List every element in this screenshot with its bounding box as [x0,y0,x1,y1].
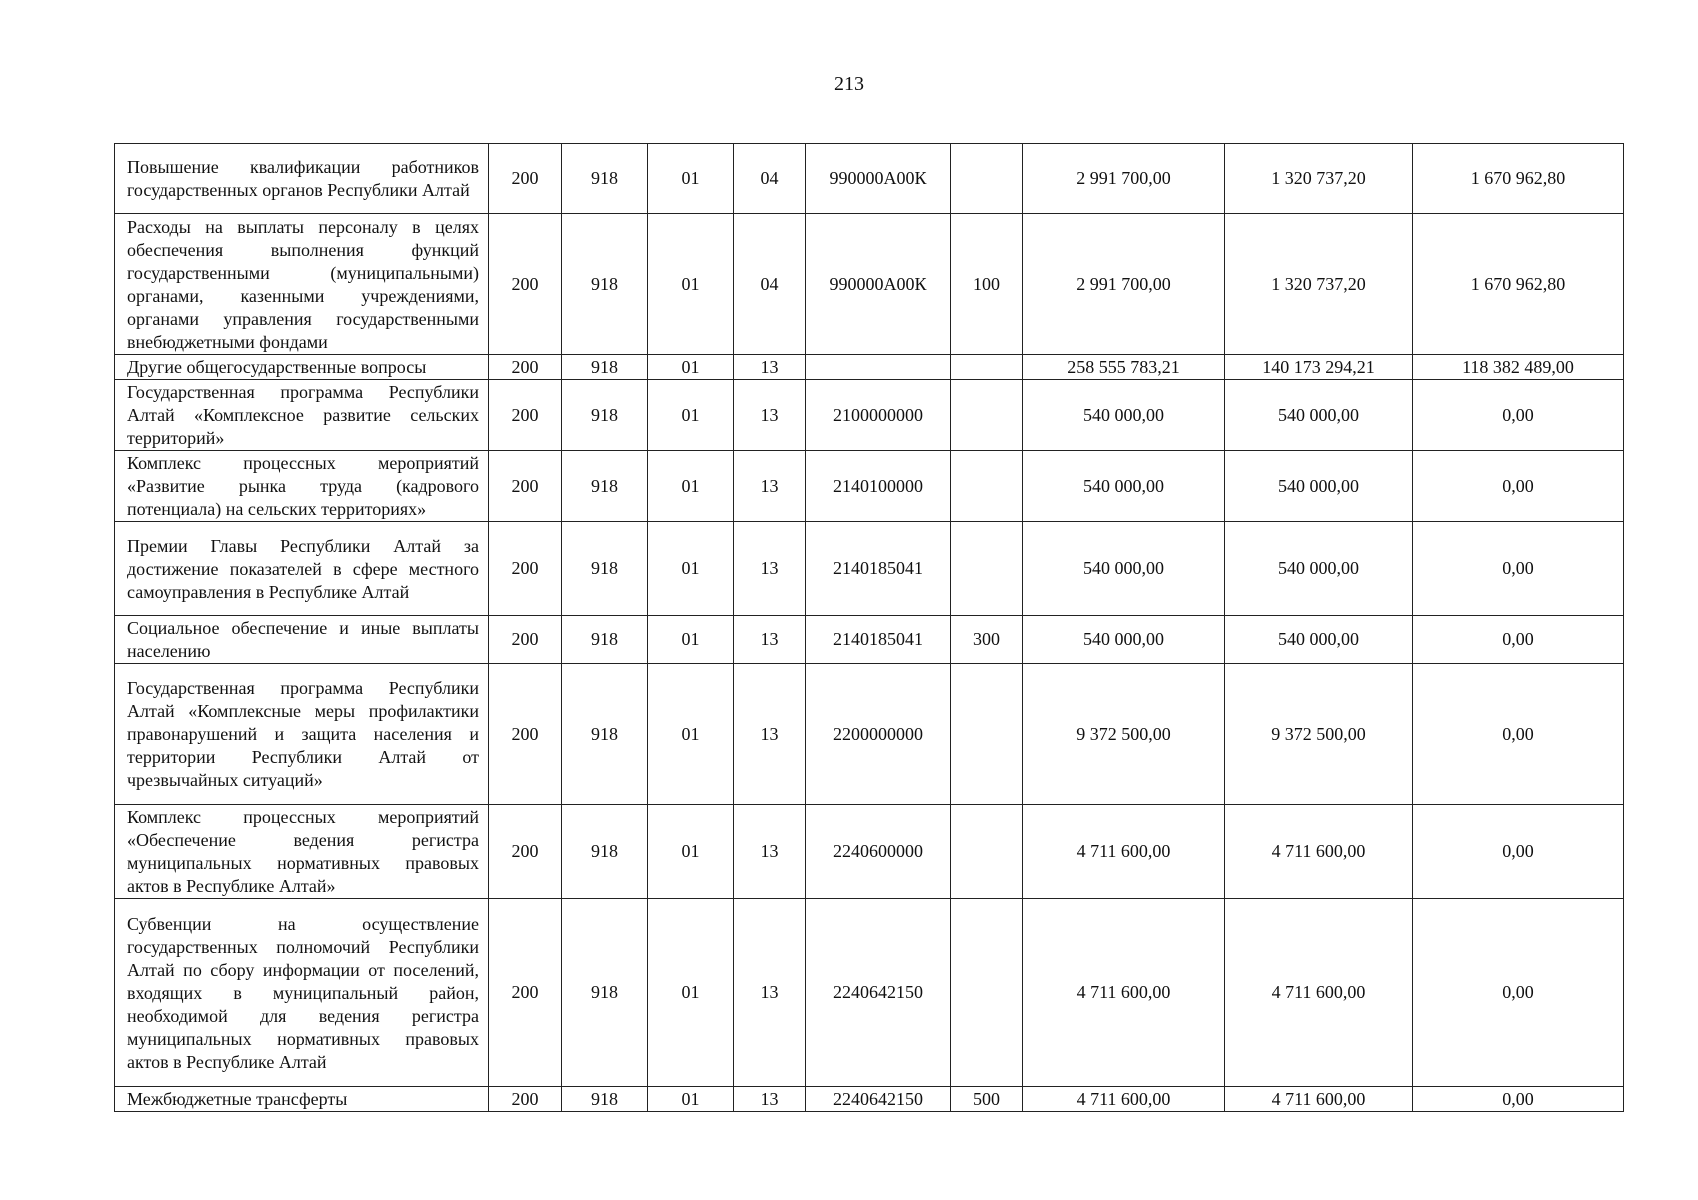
admin-code-cell: 200 [489,451,562,522]
expense-type-cell [951,522,1023,616]
subsection-code-cell: 13 [734,664,806,805]
sum-third-cell: 1 670 962,80 [1413,144,1624,214]
sum-second-cell: 4 711 600,00 [1225,1087,1413,1112]
row-name-cell: Другие общегосударственные вопросы [115,355,489,380]
target-article-cell: 2100000000 [806,380,951,451]
admin-code-cell: 200 [489,1087,562,1112]
sum-second-cell: 9 372 500,00 [1225,664,1413,805]
sum-third-cell: 118 382 489,00 [1413,355,1624,380]
sum-total-cell: 4 711 600,00 [1023,899,1225,1087]
section-code-cell: 01 [648,1087,734,1112]
table-row [115,1087,1624,1112]
grbs-code-cell: 918 [562,355,648,380]
section-code-cell: 01 [648,214,734,355]
sum-third-cell: 1 670 962,80 [1413,214,1624,355]
row-name-cell: Межбюджетные трансферты [115,1087,489,1112]
sum-total-cell: 2 991 700,00 [1023,144,1225,214]
grbs-code-cell: 918 [562,899,648,1087]
sum-second-cell: 4 711 600,00 [1225,899,1413,1087]
expense-type-cell [951,451,1023,522]
section-code-cell: 01 [648,451,734,522]
table-row [115,451,1624,522]
section-code-cell: 01 [648,522,734,616]
expense-type-cell: 300 [951,616,1023,664]
section-code-cell: 01 [648,899,734,1087]
row-name-cell: Государственная программа Республики Алтай «Комплексные меры профилактики правонарушений и защита населения и территории Республики Алтай от чрезвычайных ситуаций» [115,664,489,805]
sum-second-cell: 540 000,00 [1225,380,1413,451]
expense-type-cell [951,664,1023,805]
admin-code-cell: 200 [489,355,562,380]
target-article-cell: 990000А00К [806,214,951,355]
table-row [115,144,1624,214]
sum-second-cell: 540 000,00 [1225,522,1413,616]
target-article-cell: 2240600000 [806,805,951,899]
sum-total-cell: 4 711 600,00 [1023,805,1225,899]
subsection-code-cell: 13 [734,1087,806,1112]
target-article-cell: 990000А00К [806,144,951,214]
grbs-code-cell: 918 [562,1087,648,1112]
row-name-cell: Субвенции на осуществление государственных полномочий Республики Алтай по сбору информации от поселений, входящих в муниципальный район, необходимой для ведения регистра муниципальных нормативных правовых актов в Республике Алтай [115,899,489,1087]
section-code-cell: 01 [648,355,734,380]
subsection-code-cell: 13 [734,451,806,522]
table-row [115,664,1624,805]
subsection-code-cell: 13 [734,616,806,664]
target-article-cell [806,355,951,380]
sum-third-cell: 0,00 [1413,664,1624,805]
subsection-code-cell: 04 [734,144,806,214]
admin-code-cell: 200 [489,214,562,355]
row-name-cell: Государственная программа Республики Алтай «Комплексное развитие сельских территорий» [115,380,489,451]
expense-type-cell: 100 [951,214,1023,355]
grbs-code-cell: 918 [562,144,648,214]
subsection-code-cell: 13 [734,355,806,380]
grbs-code-cell: 918 [562,522,648,616]
row-name-cell: Социальное обеспечение и иные выплаты населению [115,616,489,664]
sum-third-cell: 0,00 [1413,899,1624,1087]
sum-third-cell: 0,00 [1413,451,1624,522]
subsection-code-cell: 04 [734,214,806,355]
table-row [115,522,1624,616]
sum-second-cell: 1 320 737,20 [1225,214,1413,355]
sum-total-cell: 2 991 700,00 [1023,214,1225,355]
sum-total-cell: 540 000,00 [1023,522,1225,616]
target-article-cell: 2140185041 [806,522,951,616]
budget-table-body [115,144,1624,1112]
sum-third-cell: 0,00 [1413,380,1624,451]
sum-total-cell: 540 000,00 [1023,451,1225,522]
table-row [115,616,1624,664]
table-row [115,380,1624,451]
subsection-code-cell: 13 [734,522,806,616]
sum-third-cell: 0,00 [1413,805,1624,899]
sum-second-cell: 540 000,00 [1225,451,1413,522]
row-name-cell: Комплекс процессных мероприятий «Обеспечение ведения регистра муниципальных нормативных правовых актов в Республике Алтай» [115,805,489,899]
target-article-cell: 2240642150 [806,1087,951,1112]
section-code-cell: 01 [648,380,734,451]
expense-type-cell [951,380,1023,451]
table-row [115,805,1624,899]
table-row [115,214,1624,355]
sum-total-cell: 9 372 500,00 [1023,664,1225,805]
admin-code-cell: 200 [489,144,562,214]
sum-total-cell: 258 555 783,21 [1023,355,1225,380]
target-article-cell: 2200000000 [806,664,951,805]
section-code-cell: 01 [648,805,734,899]
sum-second-cell: 540 000,00 [1225,616,1413,664]
row-name-cell: Комплекс процессных мероприятий «Развитие рынка труда (кадрового потенциала) на сельских территориях» [115,451,489,522]
expense-type-cell: 500 [951,1087,1023,1112]
target-article-cell: 2140100000 [806,451,951,522]
sum-third-cell: 0,00 [1413,522,1624,616]
section-code-cell: 01 [648,664,734,805]
expense-type-cell [951,355,1023,380]
row-name-cell: Премии Главы Республики Алтай за достижение показателей в сфере местного самоуправления в Республике Алтай [115,522,489,616]
grbs-code-cell: 918 [562,616,648,664]
admin-code-cell: 200 [489,380,562,451]
subsection-code-cell: 13 [734,805,806,899]
grbs-code-cell: 918 [562,805,648,899]
admin-code-cell: 200 [489,616,562,664]
sum-second-cell: 4 711 600,00 [1225,805,1413,899]
admin-code-cell: 200 [489,899,562,1087]
section-code-cell: 01 [648,144,734,214]
target-article-cell: 2240642150 [806,899,951,1087]
grbs-code-cell: 918 [562,214,648,355]
row-name-cell: Расходы на выплаты персоналу в целях обеспечения выполнения функций государственными (муниципальными) органами, казенными учреждениями, органами управления государственными внебюджетными фондами [115,214,489,355]
admin-code-cell: 200 [489,522,562,616]
sum-second-cell: 1 320 737,20 [1225,144,1413,214]
target-article-cell: 2140185041 [806,616,951,664]
section-code-cell: 01 [648,616,734,664]
admin-code-cell: 200 [489,664,562,805]
sum-third-cell: 0,00 [1413,1087,1624,1112]
sum-second-cell: 140 173 294,21 [1225,355,1413,380]
grbs-code-cell: 918 [562,451,648,522]
subsection-code-cell: 13 [734,380,806,451]
page-number: 213 [834,73,864,95]
sum-total-cell: 540 000,00 [1023,380,1225,451]
row-name-cell: Повышение квалификации работников государственных органов Республики Алтай [115,144,489,214]
table-row [115,899,1624,1087]
admin-code-cell: 200 [489,805,562,899]
sum-third-cell: 0,00 [1413,616,1624,664]
budget-table [114,143,1624,1112]
expense-type-cell [951,144,1023,214]
subsection-code-cell: 13 [734,899,806,1087]
table-row [115,355,1624,380]
grbs-code-cell: 918 [562,664,648,805]
sum-total-cell: 540 000,00 [1023,616,1225,664]
expense-type-cell [951,899,1023,1087]
sum-total-cell: 4 711 600,00 [1023,1087,1225,1112]
grbs-code-cell: 918 [562,380,648,451]
expense-type-cell [951,805,1023,899]
